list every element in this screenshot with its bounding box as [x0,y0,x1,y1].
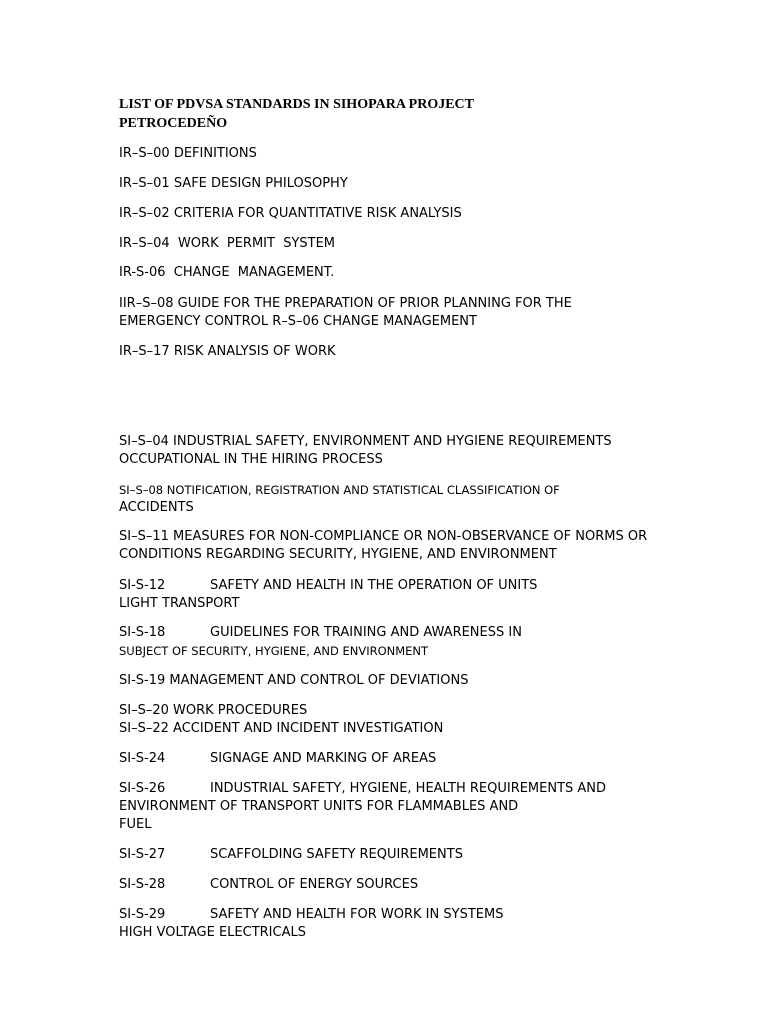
entry-line-continued: FUEL [119,817,152,832]
standard-code: SI-S-12 [119,578,166,593]
standard-code: SI–S–11 [119,529,169,544]
standard-entry-ir-s-06 [119,264,699,282]
standard-title: SCAFFOLDING SAFETY REQUIREMENTS [210,847,463,862]
standard-code: SI–S–08 [119,483,164,497]
standard-title: NOTIFICATION, REGISTRATION AND STATISTICAL CLASSIFICATION OF [166,483,560,497]
entry-line-continued: HIGH VOLTAGE ELECTRICALS [119,925,306,940]
standard-title: WORK PERMIT SYSTEM [173,236,336,251]
standard-title: SAFETY AND HEALTH FOR WORK IN SYSTEMS [210,907,504,922]
standard-title: CONTROL OF ENERGY SOURCES [210,877,419,892]
standard-code: IR-S-06 [119,265,166,280]
standard-entry-si-s-08 [119,481,699,517]
standard-entry-si-s-11 [119,528,699,564]
standard-title: INDUSTRIAL SAFETY, HYGIENE, HEALTH REQUIREMENTS AND [210,781,607,796]
standard-title: DEFINITIONS [173,146,257,161]
standard-entry-si-s-28 [119,876,699,894]
standard-title: SIGNAGE AND MARKING OF AREAS [210,751,437,766]
standard-entry-si-s-22 [119,720,699,738]
entry-line [119,846,699,864]
standard-code: IIR–S–08 [119,296,174,311]
entry-line [119,876,699,894]
standard-code: IR–S–01 [119,176,170,191]
standard-entry-iir-s-08 [119,295,699,331]
standard-code: SI-S-19 [119,673,166,688]
entry-line-continued: OCCUPATIONAL IN THE HIRING PROCESS [119,452,383,467]
entry-line [119,295,699,313]
standard-entry-si-s-20 [119,702,699,720]
entry-line [119,264,699,282]
standard-title: MEASURES FOR NON-COMPLIANCE OR NON-OBSERVANCE OF NORMS OR [173,529,648,544]
entry-line [119,343,699,361]
standard-title: GUIDELINES FOR TRAINING AND AWARENESS IN [210,625,522,640]
standard-entry-ir-s-02 [119,205,699,223]
standard-entry-si-s-29 [119,906,699,942]
entry-line-continued: CONDITIONS REGARDING SECURITY, HYGIENE, AND ENVIRONMENT [119,547,557,562]
standard-title: GUIDE FOR THE PREPARATION OF PRIOR PLANNING FOR THE [177,296,572,311]
standard-entry-si-s-18 [119,624,699,660]
standard-title: INDUSTRIAL SAFETY, ENVIRONMENT AND HYGIENE REQUIREMENTS [173,434,612,449]
entry-line [119,720,699,738]
entry-line [119,906,699,924]
entry-line [119,433,699,451]
standard-code: SI–S–04 [119,434,169,449]
entry-line-continued: LIGHT TRANSPORT [119,596,240,611]
entry-line [119,750,699,768]
standard-entry-si-s-26 [119,780,699,834]
standard-entry-ir-s-04 [119,235,699,253]
entry-line [119,205,699,223]
standard-entry-ir-s-00 [119,145,699,163]
entry-line [119,145,699,163]
standard-title: SAFETY AND HEALTH IN THE OPERATION OF UNITS [210,578,538,593]
entry-line [119,624,699,642]
standard-entry-si-s-27 [119,846,699,864]
standard-title: ACCIDENT AND INCIDENT INVESTIGATION [173,721,444,736]
entry-line [119,481,699,499]
standard-code: IR–S–00 [119,146,170,161]
standard-title: WORK PROCEDURES [173,703,308,718]
entry-line-continued: ENVIRONMENT OF TRANSPORT UNITS FOR FLAMMABLES AND [119,799,519,814]
entry-line [119,780,699,798]
standard-code: SI–S–22 [119,721,169,736]
standard-title: CHANGE MANAGEMENT. [169,265,335,280]
standard-code: IR–S–04 [119,236,170,251]
standard-code: SI-S-18 [119,625,166,640]
standard-code: IR–S–17 [119,344,170,359]
entry-line [119,577,699,595]
document-title: LIST OF PDVSA STANDARDS IN SIHOPARA PROJECT PETROCEDEÑO [119,97,474,131]
standard-title: MANAGEMENT AND CONTROL OF DEVIATIONS [169,673,469,688]
entry-line [119,528,699,546]
standard-title: CRITERIA FOR QUANTITATIVE RISK ANALYSIS [173,206,462,221]
entry-line [119,672,699,690]
entry-line [119,702,699,720]
standard-entry-si-s-12 [119,577,699,613]
standard-code: SI–S–20 [119,703,169,718]
entry-line-continued: EMERGENCY CONTROL R–S–06 CHANGE MANAGEMENT [119,314,477,329]
standard-entry-ir-s-01 [119,175,699,193]
entry-line-continued: ACCIDENTS [119,500,194,515]
standard-code: SI-S-28 [119,877,166,892]
standard-code: SI-S-26 [119,781,166,796]
entry-line-continued: SUBJECT OF SECURITY, HYGIENE, AND ENVIRONMENT [119,644,429,658]
standard-code: SI-S-27 [119,847,166,862]
entry-line [119,235,699,253]
standard-code: IR–S–02 [119,206,170,221]
standard-entry-ir-s-17 [119,343,699,361]
standard-entry-si-s-19 [119,672,699,690]
standard-code: SI-S-29 [119,907,166,922]
entry-line [119,175,699,193]
standard-entry-si-s-24 [119,750,699,768]
standard-code: SI-S-24 [119,751,166,766]
standard-title: RISK ANALYSIS OF WORK [173,344,336,359]
standard-title: SAFE DESIGN PHILOSOPHY [173,176,348,191]
standard-entry-si-s-04 [119,433,699,469]
